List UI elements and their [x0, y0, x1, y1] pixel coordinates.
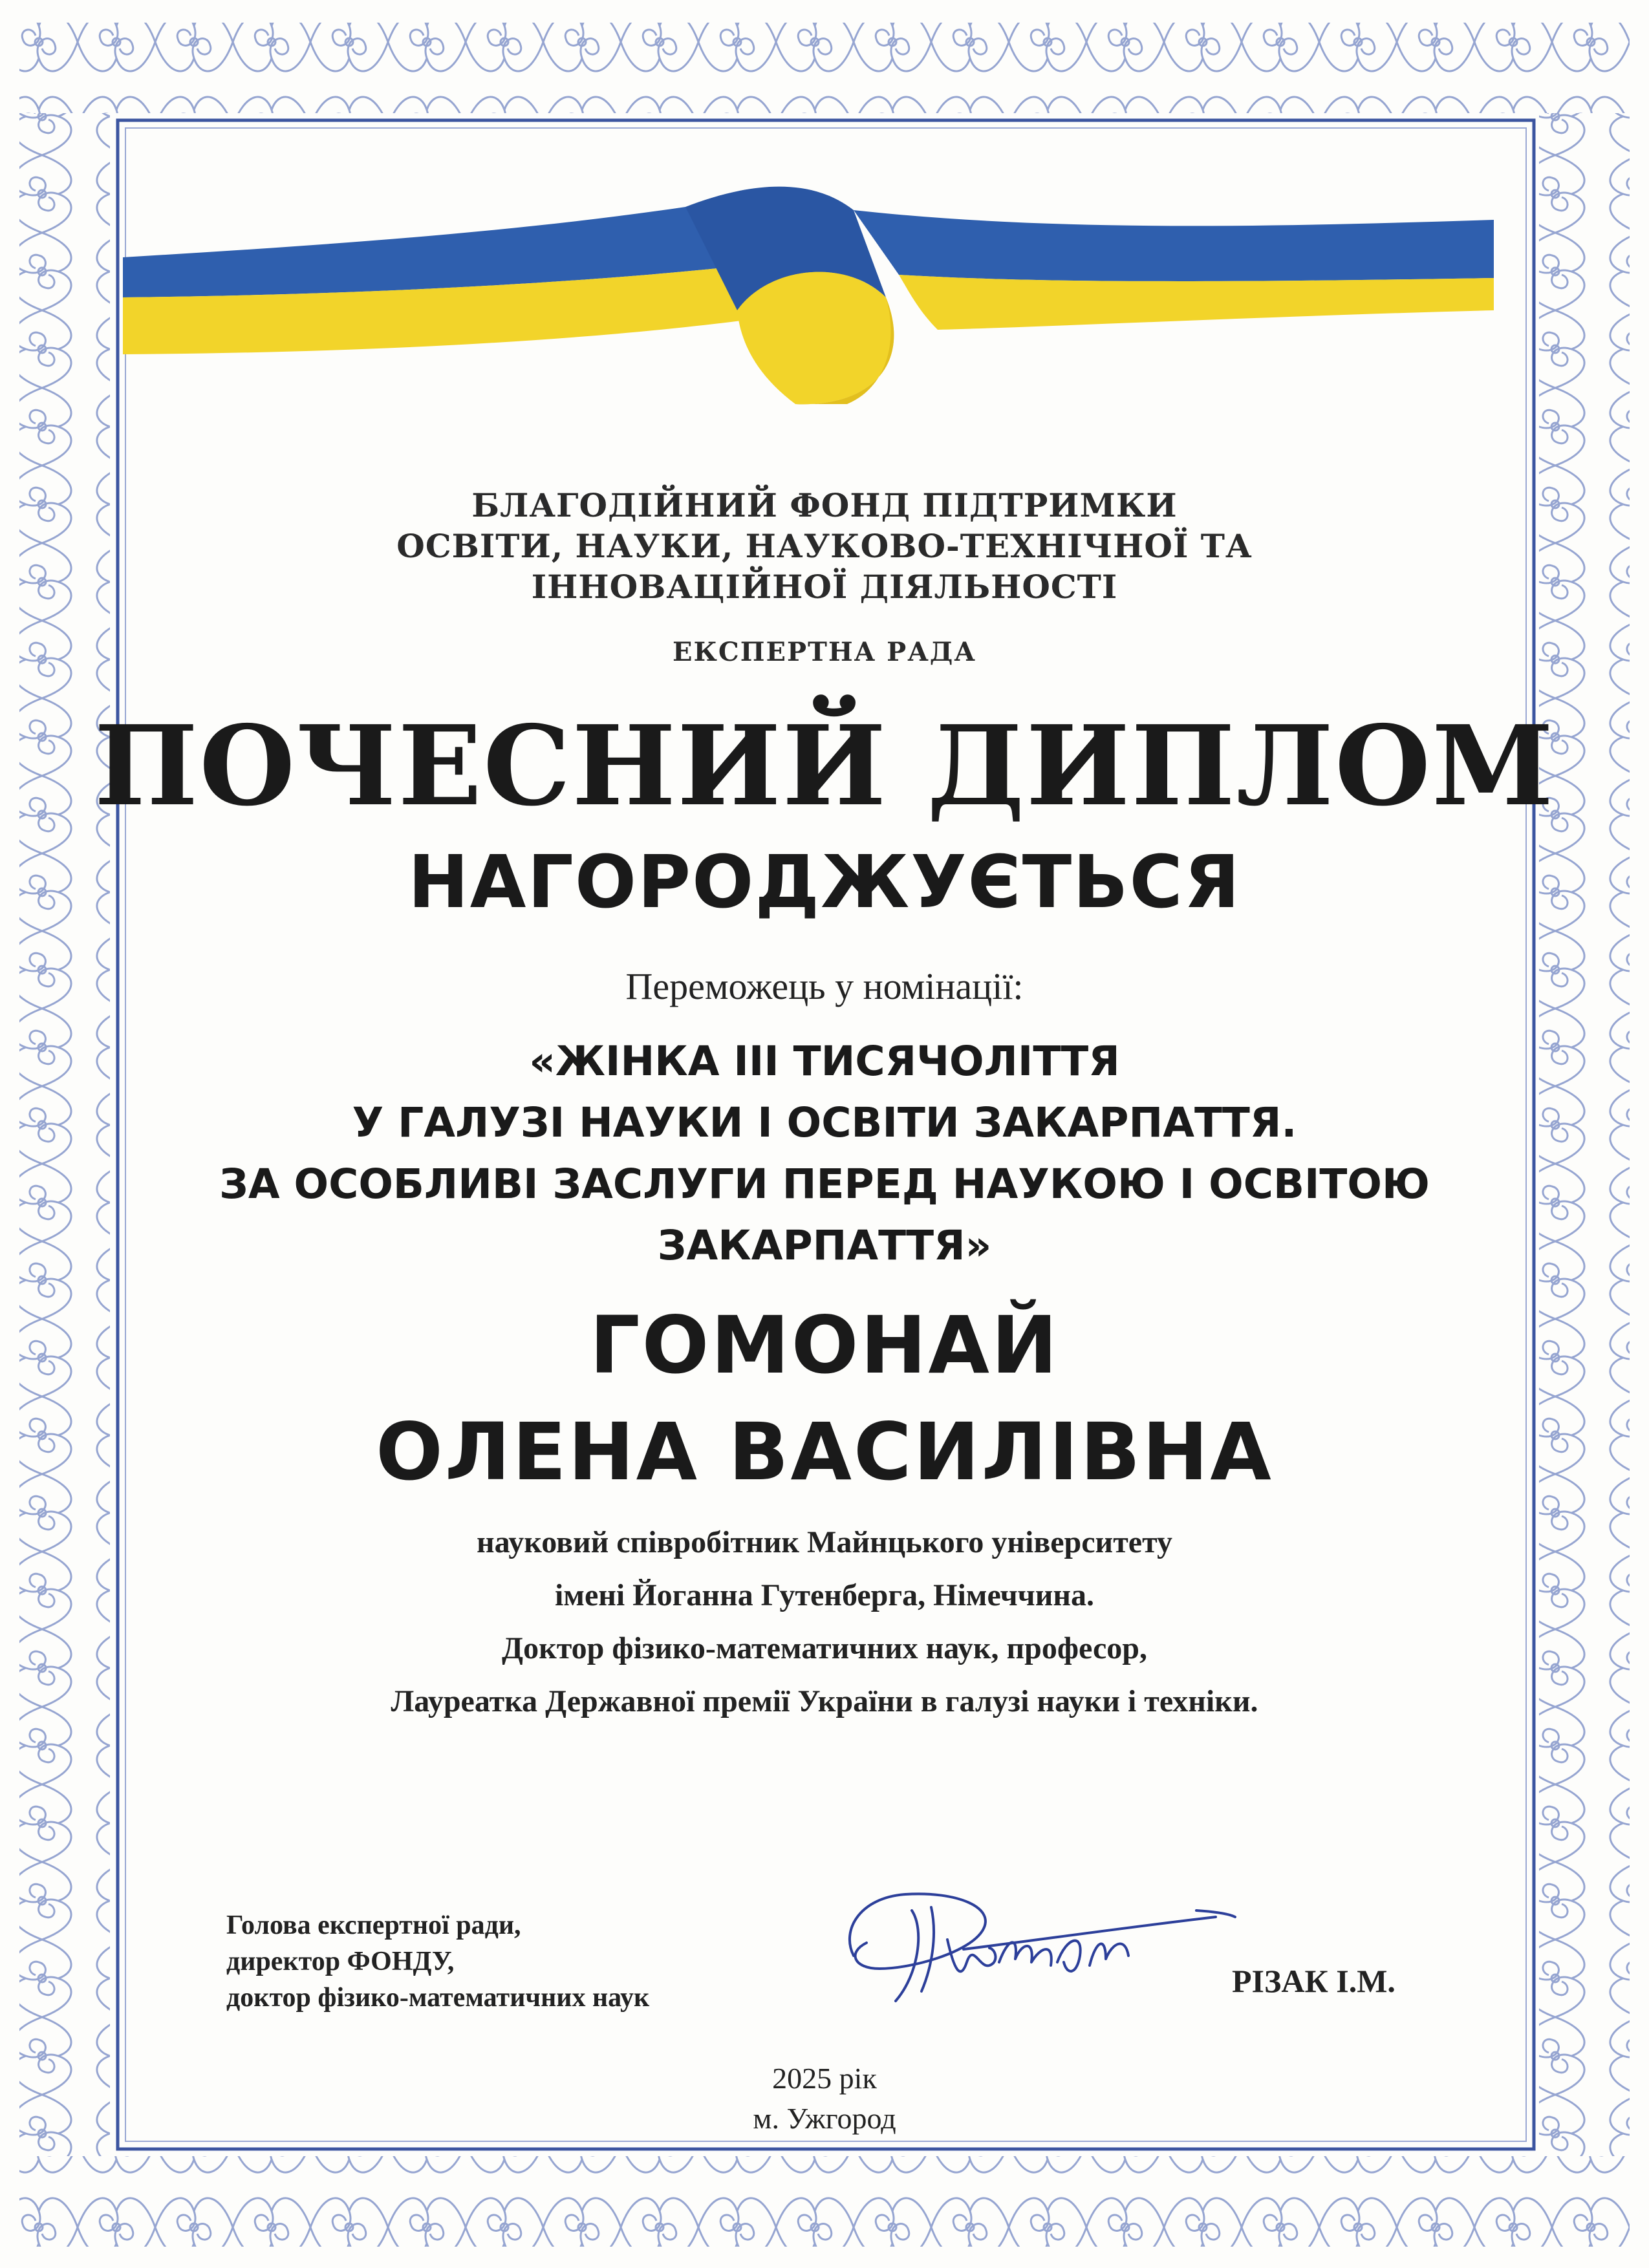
- diploma-title: ПОЧЕСНИЙ ДИПЛОМ: [94, 701, 1555, 831]
- issue-city: м. Ужгород: [753, 2102, 896, 2135]
- ukraine-ribbon-icon: [123, 149, 1494, 420]
- signatory-position-line-1: Голова експертної ради,: [226, 1910, 521, 1940]
- organization-line-2: ОСВІТИ, НАУКИ, НАУКОВО-ТЕХНІЧНОЇ ТА: [396, 527, 1253, 565]
- nomination-line-3: ЗА ОСОБЛИВІ ЗАСЛУГИ ПЕРЕД НАУКОЮ І ОСВІТОЮ: [219, 1161, 1430, 1208]
- handwritten-signature-icon: [834, 1872, 1248, 2027]
- organization-line-3: ІННОВАЦІЙНОЇ ДІЯЛЬНОСТІ: [531, 568, 1118, 606]
- signatory-position-line-2: директор ФОНДУ,: [226, 1947, 455, 1976]
- signatory-position-line-3: доктор фізико-математичних наук: [226, 1983, 650, 2013]
- nomination-line-4: ЗАКАРПАТТЯ»: [657, 1222, 992, 1269]
- recipient-description-2: імені Йоганна Гутенберга, Німеччина.: [554, 1578, 1095, 1612]
- awarded-heading: НАГОРОДЖУЄТЬСЯ: [408, 840, 1241, 925]
- recipient-description-1: науковий співробітник Майнцького університету: [476, 1525, 1173, 1559]
- signatory-position: [226, 1907, 649, 2016]
- recipient-description-4: Лауреатка Державної премії України в галузі науки і техніки.: [391, 1684, 1258, 1718]
- council-name: ЕКСПЕРТНА РАДА: [673, 637, 976, 667]
- organization-line-1: БЛАГОДІЙНИЙ ФОНД ПІДТРИМКИ: [471, 486, 1178, 524]
- recipient-description-3: Доктор фізико-математичних наук, професор,: [502, 1631, 1147, 1665]
- nomination-line-1: «ЖІНКА ІІІ ТИСЯЧОЛІТТЯ: [529, 1038, 1120, 1085]
- signatory-name: РІЗАК І.М.: [1232, 1963, 1396, 1999]
- recipient-given-names: ОЛЕНА ВАСИЛІВНА: [376, 1406, 1273, 1498]
- nomination-label: Переможець у номінації:: [625, 965, 1024, 1007]
- recipient-surname: ГОМОНАЙ: [589, 1300, 1060, 1391]
- issue-year: 2025 рік: [772, 2062, 877, 2095]
- nomination-line-2: У ГАЛУЗІ НАУКИ І ОСВІТИ ЗАКАРПАТТЯ.: [352, 1099, 1297, 1146]
